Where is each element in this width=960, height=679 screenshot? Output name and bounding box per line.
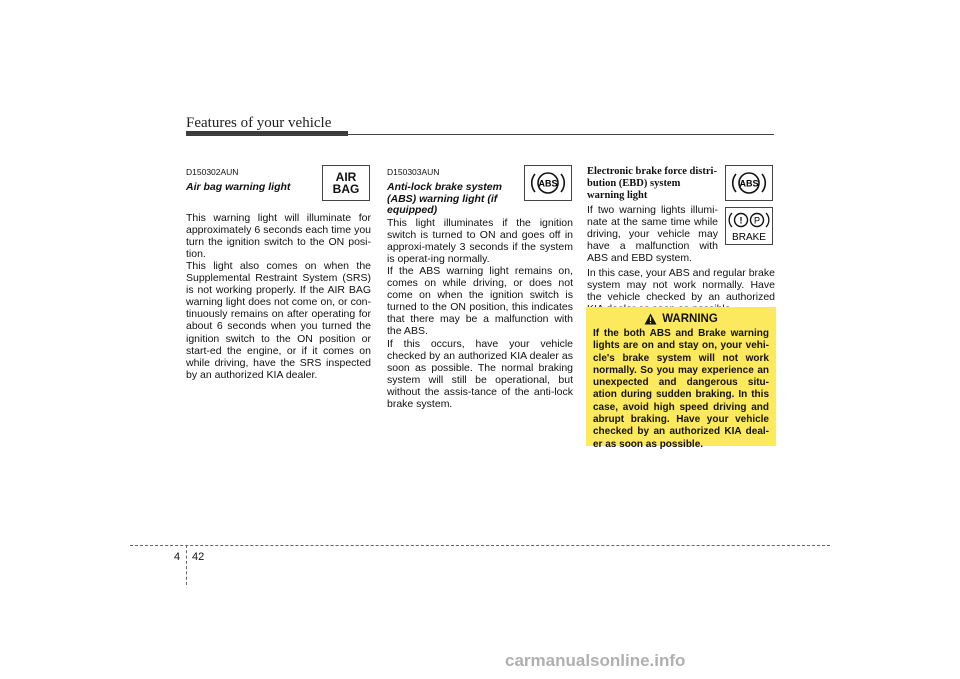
section-code: D150302AUN (186, 167, 239, 177)
abs-icon-text: ABS (739, 178, 759, 189)
abs-symbol-icon (528, 168, 568, 198)
abs-paragraph-2: If the ABS warning light remains on, comes on while driving, or does not come on when the ignition switch is turned to the ON position, this indicates that there may be a malfunction with the ABS. (387, 264, 573, 338)
abs-warning-icon (524, 165, 572, 201)
footer-rule (130, 545, 830, 546)
airbag-paragraph-1: This warning light will illuminate for approximately 6 seconds each time you turn the ignition switch to the ON posi-tion. (186, 211, 371, 260)
ebd-abs-warning-icon (725, 165, 773, 201)
page-header-title: Features of your vehicle (186, 115, 332, 131)
brake-excl-text: ! (739, 215, 743, 226)
warning-triangle-icon (644, 313, 657, 325)
watermark-text: carmanualsonline.info (505, 651, 686, 670)
airbag-icon-label: AIR BAG (332, 170, 360, 196)
section-heading: Electronic brake force distri-bution (EBD) system warning light (587, 166, 717, 201)
chapter-number: 4 (174, 551, 181, 563)
abs-paragraph-1: This light illuminates if the ignition switch is turned to ON and goes off in approxi-mately 3 seconds if the system is operat-ing normally. (387, 216, 573, 265)
abs-symbol-icon (729, 168, 769, 198)
brake-p-text: P (753, 215, 761, 226)
airbag-paragraph-2: This light also comes on when the Supplemental Restraint System (SRS) is not working properly. If the AIR BAG warning light does not come on, or con-tinuously remains on after operating for about 6 seconds when you turned the ignition switch to the ON position or start-ed the engine, or if it comes on while driving, have the SRS inspected by an authorized KIA dealer. (186, 259, 371, 381)
warning-header (593, 313, 769, 325)
warning-body: If the both ABS and Brake warning lights are on and stay on, your vehi-cle's brake system will not work normally. So you may experience an unexpected and dangerous situ-ation during sudden braking. In this case, avoid high speed driving and abrupt braking. Have your vehicle checked by an authorized KIA deal-er as soon as possible. (593, 328, 769, 450)
ebd-paragraph-2: In this case, your ABS and regular brake system may not work normally. Have the vehicle checked by an authorized (587, 267, 775, 304)
section-subtitle: Anti-lock brake system (ABS) warning light (if equipped) (387, 181, 502, 217)
brake-symbol-icon (727, 209, 771, 243)
ebd-paragraph-1: If two warning lights illumi-nate at the same time while driving, your vehicle may have a malfunction with ABS and EBD system. (587, 204, 718, 265)
brake-label-text: BRAKE (732, 232, 766, 243)
section-code: D150303AUN (387, 167, 440, 177)
brake-warning-icon (725, 207, 773, 245)
warning-title: WARNING (662, 313, 718, 325)
warning-box (586, 307, 776, 450)
page-number: 42 (192, 551, 205, 563)
airbag-warning-icon (322, 165, 370, 201)
section-subtitle: Air bag warning light (186, 181, 291, 194)
ebd-section (587, 166, 718, 264)
footer-vertical-rule (186, 545, 187, 585)
header-rule (186, 134, 774, 135)
abs-section (387, 166, 573, 410)
abs-icon-text: ABS (538, 178, 558, 189)
abs-paragraph-3: If this occurs, have your vehicle checked by an authorized KIA dealer as soon as possible. The normal braking system will still be operational, but without the assis-tance of the anti-lock brake system. (387, 337, 573, 410)
